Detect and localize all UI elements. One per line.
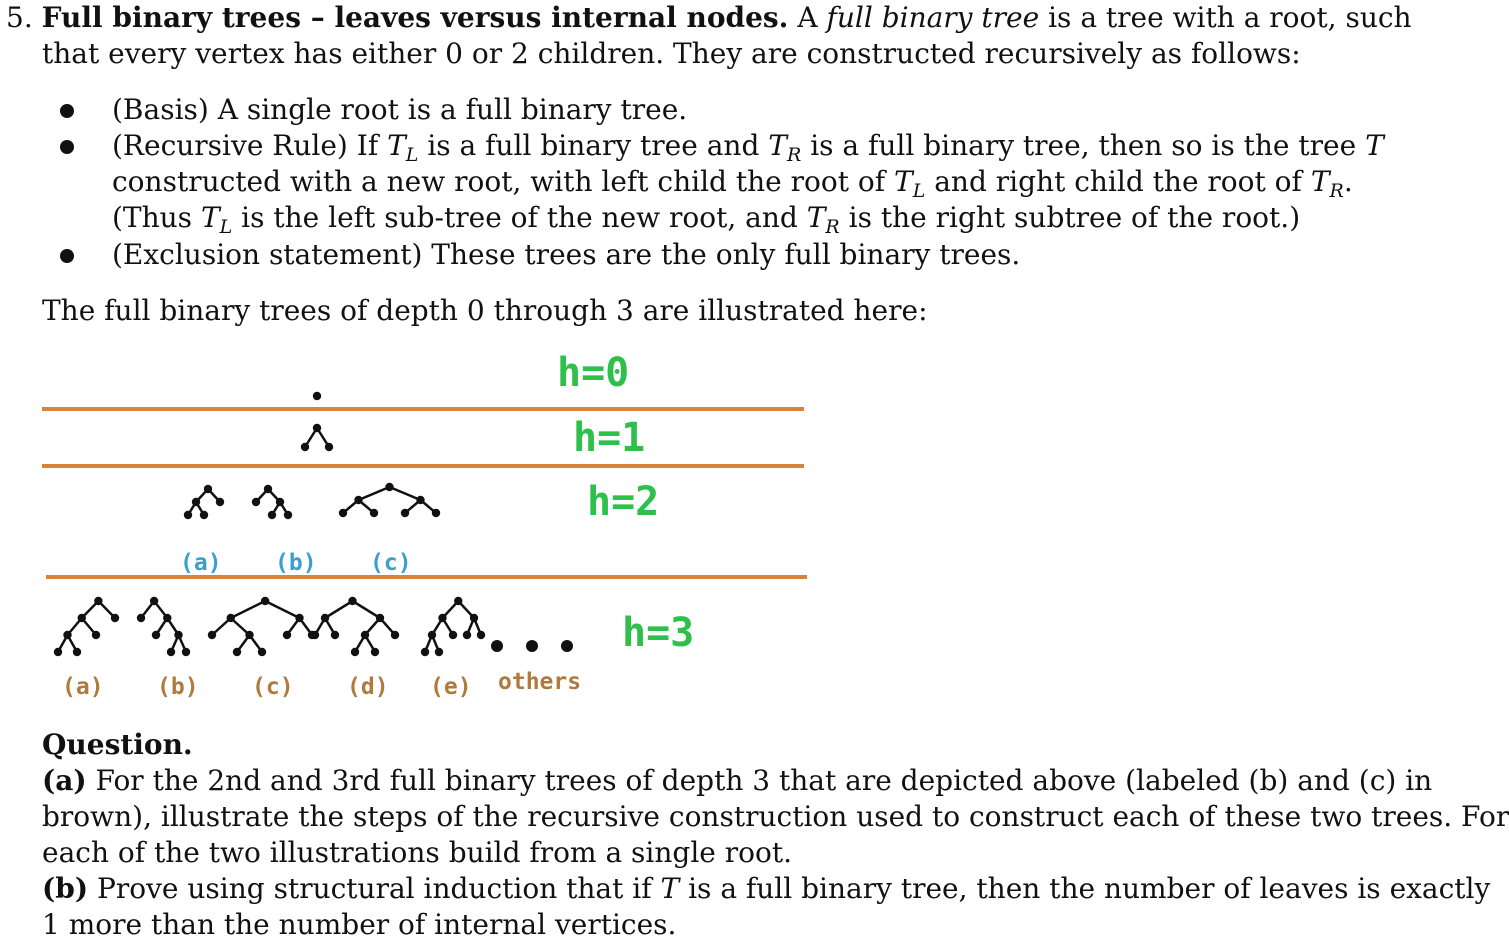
tree-edge <box>390 487 421 500</box>
height-label-3: h=3 <box>622 610 695 656</box>
tree-node <box>268 511 276 519</box>
question-a-line-2: brown), illustrate the steps of the recursive construction used to construct each of these two trees. For <box>42 800 1509 833</box>
tree-node <box>354 496 362 504</box>
tree-node <box>204 485 212 493</box>
rule-recursive-line-2: constructed with a new root, with left child the root of $T_L$ and right child the root of $T_R$. <box>112 165 1353 202</box>
depth2-label-a: (a) <box>180 550 222 576</box>
tree-node <box>78 614 86 622</box>
tree-node <box>401 509 409 517</box>
height-label-0: h=0 <box>557 350 630 396</box>
tree-edge <box>353 601 381 618</box>
tree-node <box>428 631 436 639</box>
tree-node <box>227 614 235 622</box>
tree-node <box>245 631 253 639</box>
problem-title: Full binary trees – leaves versus internal nodes. <box>41 1 789 34</box>
tree-node <box>391 631 399 639</box>
tree-node <box>184 511 192 519</box>
question-b-line-1: (b) Prove using structural induction that if T is a full binary tree, then the number of leaves is exactly <box>42 872 1491 905</box>
tree-node <box>385 483 393 491</box>
tree-node <box>152 631 160 639</box>
tree-node <box>325 443 333 451</box>
tree-drawings <box>54 392 485 656</box>
tree-node <box>174 631 182 639</box>
depth2-label-b: (b) <box>275 550 317 576</box>
tree-node <box>321 614 329 622</box>
question-a-line-3: each of the two illustrations build from a single root. <box>42 836 792 869</box>
tree-node <box>261 597 269 605</box>
tree-node <box>92 631 100 639</box>
intro-text-b: is a tree with a root, such <box>1048 1 1412 34</box>
rule-recursive-line-1: (Recursive Rule) If $T_L$ is a full binary tree and $T_R$ is a full binary tree, then so is the tree T <box>112 129 1384 166</box>
tree-node <box>416 496 424 504</box>
tree-node <box>276 498 284 506</box>
intro-line-2: that every vertex has either 0 or 2 children. They are constructed recursively as follows: <box>42 37 1301 70</box>
tree-node <box>432 509 440 517</box>
rule-basis: (Basis) A single root is a full binary tree. <box>112 93 688 126</box>
intro-term: full binary tree <box>826 1 1040 34</box>
rule-exclusion: (Exclusion statement) These trees are the only full binary trees. <box>112 238 1021 271</box>
tree-node <box>150 597 158 605</box>
depth3-label-a: (a) <box>62 674 104 700</box>
tree-node <box>216 498 224 506</box>
tree-node <box>435 648 443 656</box>
tree-node <box>311 631 319 639</box>
intro-text-a: A <box>797 1 818 34</box>
tree-node <box>233 648 241 656</box>
ellipsis-dot <box>491 640 503 652</box>
divider-lines <box>42 409 807 577</box>
tree-edge <box>265 601 299 618</box>
tree-node <box>264 485 272 493</box>
tree-node <box>137 614 145 622</box>
tree-node <box>348 597 356 605</box>
figure-caption: The full binary trees of depth 0 through 3 are illustrated here: <box>42 294 928 327</box>
height-label-2: h=2 <box>587 479 660 525</box>
tree-edge <box>231 601 265 618</box>
tree-node <box>258 648 266 656</box>
depth2-label-c: (c) <box>370 550 412 576</box>
tree-node <box>94 597 102 605</box>
tree-node <box>200 511 208 519</box>
tree-node <box>376 614 384 622</box>
tree-node <box>283 631 291 639</box>
tree-node <box>73 648 81 656</box>
tree-node <box>477 631 485 639</box>
tree-node <box>339 509 347 517</box>
tree-node <box>208 631 216 639</box>
ellipsis-dot <box>526 640 538 652</box>
tree-node <box>361 631 369 639</box>
tree-node <box>351 648 359 656</box>
tree-edge <box>325 601 353 618</box>
depth3-label-e: (e) <box>430 674 472 700</box>
tree-node <box>63 631 71 639</box>
depth3-label-c: (c) <box>252 674 294 700</box>
others-label: others <box>498 669 582 695</box>
tree-node <box>463 631 471 639</box>
tree-node <box>421 648 429 656</box>
tree-node <box>371 648 379 656</box>
tree-node <box>470 614 478 622</box>
tree-node <box>252 498 260 506</box>
depth3-label-d: (d) <box>347 674 389 700</box>
question-a-line-1: (a) For the 2nd and 3rd full binary trees of depth 3 that are depicted above (labeled (b) and (c) in <box>42 764 1433 797</box>
tree-node <box>284 511 292 519</box>
tree-node <box>370 509 378 517</box>
tree-node <box>301 443 309 451</box>
tree-node <box>182 648 190 656</box>
tree-node <box>192 498 200 506</box>
rule-recursive-line-3: (Thus $T_L$ is the left sub-tree of the new root, and $T_R$ is the right subtree of the root.) <box>112 201 1301 238</box>
tree-node <box>167 648 175 656</box>
ellipsis-dot <box>561 640 573 652</box>
tree-node <box>295 614 303 622</box>
tree-node <box>331 631 339 639</box>
tree-node <box>313 424 321 432</box>
question-b-line-2: 1 more than the number of internal vertices. <box>42 908 677 941</box>
question-heading: Question. <box>42 728 193 761</box>
tree-node <box>449 631 457 639</box>
tree-node <box>313 392 321 400</box>
tree-node <box>438 614 446 622</box>
depth3-label-b: (b) <box>157 674 199 700</box>
tree-node <box>111 614 119 622</box>
tree-node <box>54 648 62 656</box>
problem-number: 5. <box>6 1 33 34</box>
tree-edge <box>359 487 390 500</box>
tree-node <box>454 597 462 605</box>
height-label-1: h=1 <box>573 415 646 461</box>
tree-node <box>163 614 171 622</box>
